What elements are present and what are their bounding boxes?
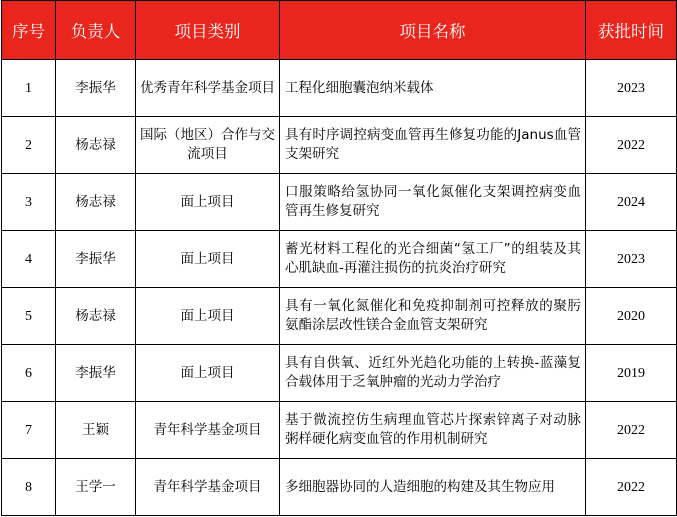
cell-name: 具有一氧化氮催化和免疫抑制剂可控释放的聚肟氨酯涂层改性镁合金血管支架研究 [280, 288, 586, 345]
cell-category: 青年科学基金项目 [136, 402, 280, 459]
cell-category: 优秀青年科学基金项目 [136, 60, 280, 117]
cell-name: 多细胞器协同的人造细胞的构建及其生物应用 [280, 459, 586, 516]
cell-category: 青年科学基金项目 [136, 459, 280, 516]
cell-name: 蓄光材料工程化的光合细菌“氢工厂”的组装及其心肌缺血-再灌注损伤的抗炎治疗研究 [280, 231, 586, 288]
cell-category: 面上项目 [136, 345, 280, 402]
cell-year: 2022 [586, 402, 677, 459]
table-body [2, 60, 677, 516]
cell-name: 口服策略给氢协同一氧化氮催化支架调控病变血管再生修复研究 [280, 174, 586, 231]
cell-year: 2023 [586, 60, 677, 117]
cell-category: 面上项目 [136, 288, 280, 345]
cell-person: 杨志禄 [56, 174, 136, 231]
cell-category: 面上项目 [136, 231, 280, 288]
cell-person: 杨志禄 [56, 117, 136, 174]
table-row [2, 60, 677, 117]
cell-year: 2023 [586, 231, 677, 288]
table-row [2, 402, 677, 459]
cell-person: 王学一 [56, 459, 136, 516]
cell-name: 基于微流控仿生病理血管芯片探索锌离子对动脉粥样硬化病变血管的作用机制研究 [280, 402, 586, 459]
header-category: 项目类别 [136, 1, 280, 60]
cell-year: 2022 [586, 459, 677, 516]
cell-name: 具有自供氧、近红外光趋化功能的上转换-蓝藻复合载体用于乏氧肿瘤的光动力学治疗 [280, 345, 586, 402]
cell-category: 国际（地区）合作与交流项目 [136, 117, 280, 174]
header-year: 获批时间 [586, 1, 677, 60]
cell-year: 2019 [586, 345, 677, 402]
cell-index: 4 [2, 231, 56, 288]
cell-index: 2 [2, 117, 56, 174]
table-row [2, 288, 677, 345]
cell-name: 工程化细胞囊泡纳米载体 [280, 60, 586, 117]
cell-index: 1 [2, 60, 56, 117]
cell-person: 李振华 [56, 60, 136, 117]
cell-year: 2022 [586, 117, 677, 174]
cell-index: 6 [2, 345, 56, 402]
cell-year: 2020 [586, 288, 677, 345]
table-header [2, 1, 677, 60]
header-row [2, 1, 677, 60]
table-row [2, 174, 677, 231]
table-row [2, 459, 677, 516]
cell-index: 8 [2, 459, 56, 516]
grant-table [1, 0, 677, 516]
cell-person: 李振华 [56, 345, 136, 402]
table-row [2, 231, 677, 288]
cell-index: 3 [2, 174, 56, 231]
table-row [2, 345, 677, 402]
cell-index: 5 [2, 288, 56, 345]
cell-person: 李振华 [56, 231, 136, 288]
table-row [2, 117, 677, 174]
cell-person: 王颖 [56, 402, 136, 459]
cell-index: 7 [2, 402, 56, 459]
header-person: 负责人 [56, 1, 136, 60]
cell-person: 杨志禄 [56, 288, 136, 345]
cell-name: 具有时序调控病变血管再生修复功能的Janus血管支架研究 [280, 117, 586, 174]
header-name: 项目名称 [280, 1, 586, 60]
cell-category: 面上项目 [136, 174, 280, 231]
header-index: 序号 [2, 1, 56, 60]
cell-year: 2024 [586, 174, 677, 231]
